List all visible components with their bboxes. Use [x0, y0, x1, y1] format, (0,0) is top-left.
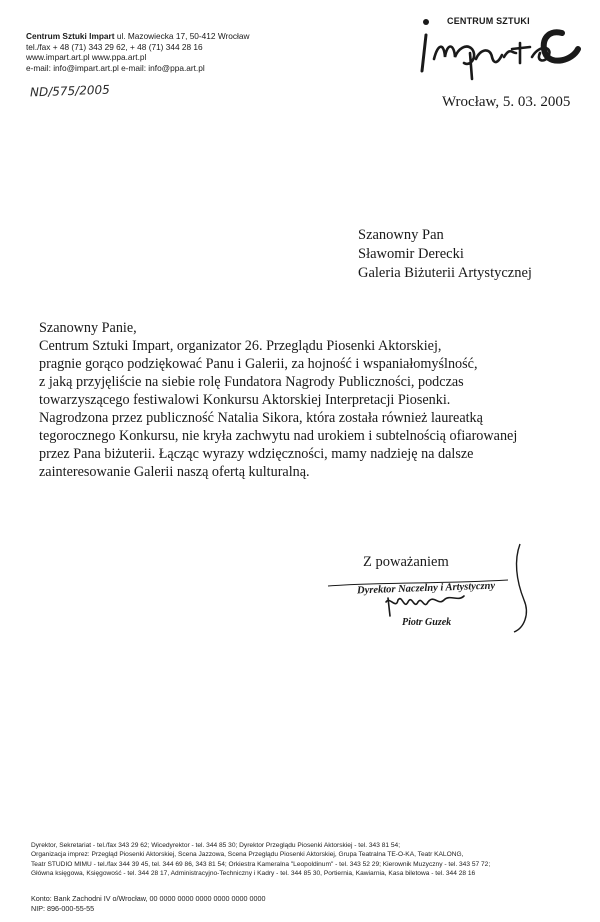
body-line: Nagrodzona przez publiczność Natalia Sikora, która została również laureatką: [39, 410, 483, 426]
footer-line: Główna księgowa, Księgowość - tel. 344 28 17, Administracyjno-Techniczny i Kadry - tel. 344 85 30, Portiernia, Kawiarnia, Kasa biletowa - tel. 344 28 16: [31, 869, 476, 877]
signatory-name: Piotr Guzek: [402, 617, 452, 628]
addressee-line: Szanowny Pan: [358, 227, 444, 243]
footer-line: Organizacja imprez: Przegląd Piosenki Aktorskiej, Scena Jazzowa, Scena Przeglądu Piosenki Aktorskiej, Grupa Teatralna TE-O-KA, Teatr KALONG,: [31, 851, 464, 859]
body-line: towarzyszącego festiwalowi Konkursu Aktorskiej Interpretacji Piosenki.: [39, 392, 451, 408]
tax-id: NIP: 896-000-55-55: [31, 904, 95, 913]
body-line: Centrum Sztuki Impart, organizator 26. Przeglądu Piosenki Aktorskiej,: [39, 338, 442, 354]
body-line: z jaką przyjęliście na siebie rolę Fundatora Nagrody Publiczności, podczas: [39, 374, 464, 390]
org-phone: tel./fax + 48 (71) 343 29 62, + 48 (71) 344 28 16: [26, 41, 203, 52]
org-email: e-mail: info@impart.art.pl e-mail: info@ppa.art.pl: [26, 62, 205, 73]
reference-number: ND/575/2005: [29, 82, 110, 100]
letterhead-footer: [31, 841, 591, 878]
body-line: tegorocznego Konkursu, nie kryła zachwytu nad urokiem i subtelnością ofiarowanej: [39, 428, 518, 444]
org-web: www.impart.art.pl www.ppa.art.pl: [26, 52, 147, 63]
bank-account: Konto: Bank Zachodni IV o/Wrocław, 00 0000 0000 0000 0000 0000 0000: [31, 894, 266, 903]
addressee-block: [358, 226, 532, 283]
signatory-title: Dyrektor Naczelny i Artystyczny: [356, 580, 496, 597]
addressee-line: Galeria Biżuterii Artystycznej: [358, 265, 532, 281]
letter-date: Wrocław, 5. 03. 2005: [442, 94, 571, 110]
body-line: przez Pana biżuterii. Łącząc wyrazy wdzięczności, mamy nadzieję na dalsze: [39, 446, 474, 462]
logo-caption: CENTRUM SZTUKI: [447, 16, 530, 26]
letterhead-line-1: [26, 31, 250, 42]
bank-details: [31, 894, 265, 914]
org-address: ul. Mazowiecka 17, 50-412 Wrocław: [116, 31, 250, 41]
letterhead-contact: [26, 31, 250, 73]
body-line: pragnie gorąco podziękować Panu i Galerii, za hojność i wspaniałomyślność,: [39, 356, 478, 372]
body-line: Szanowny Panie,: [39, 320, 137, 336]
letter-body: [39, 319, 579, 481]
org-name: Centrum Sztuki Impart: [26, 31, 115, 41]
closing-phrase: Z poważaniem: [363, 554, 449, 570]
footer-line: Teatr STUDIO MIMU - tel./fax 344 39 45, tel. 344 69 86, 343 81 54; Orkiestra Kameralna "Leopoldinum" - tel. 343 52 29; Kierownik Muzyczny - tel. 343 57 72;: [31, 860, 491, 868]
footer-line: Dyrektor, Sekretariat - tel./fax 343 29 62; Wicedyrektor - tel. 344 85 30; Dyrektor Przeglądu Piosenki Aktorskiej - tel. 343 81 54;: [31, 842, 401, 849]
body-line: zainteresowanie Galerii naszą ofertą kulturalną.: [39, 464, 310, 480]
addressee-line: Sławomir Derecki: [358, 246, 464, 262]
